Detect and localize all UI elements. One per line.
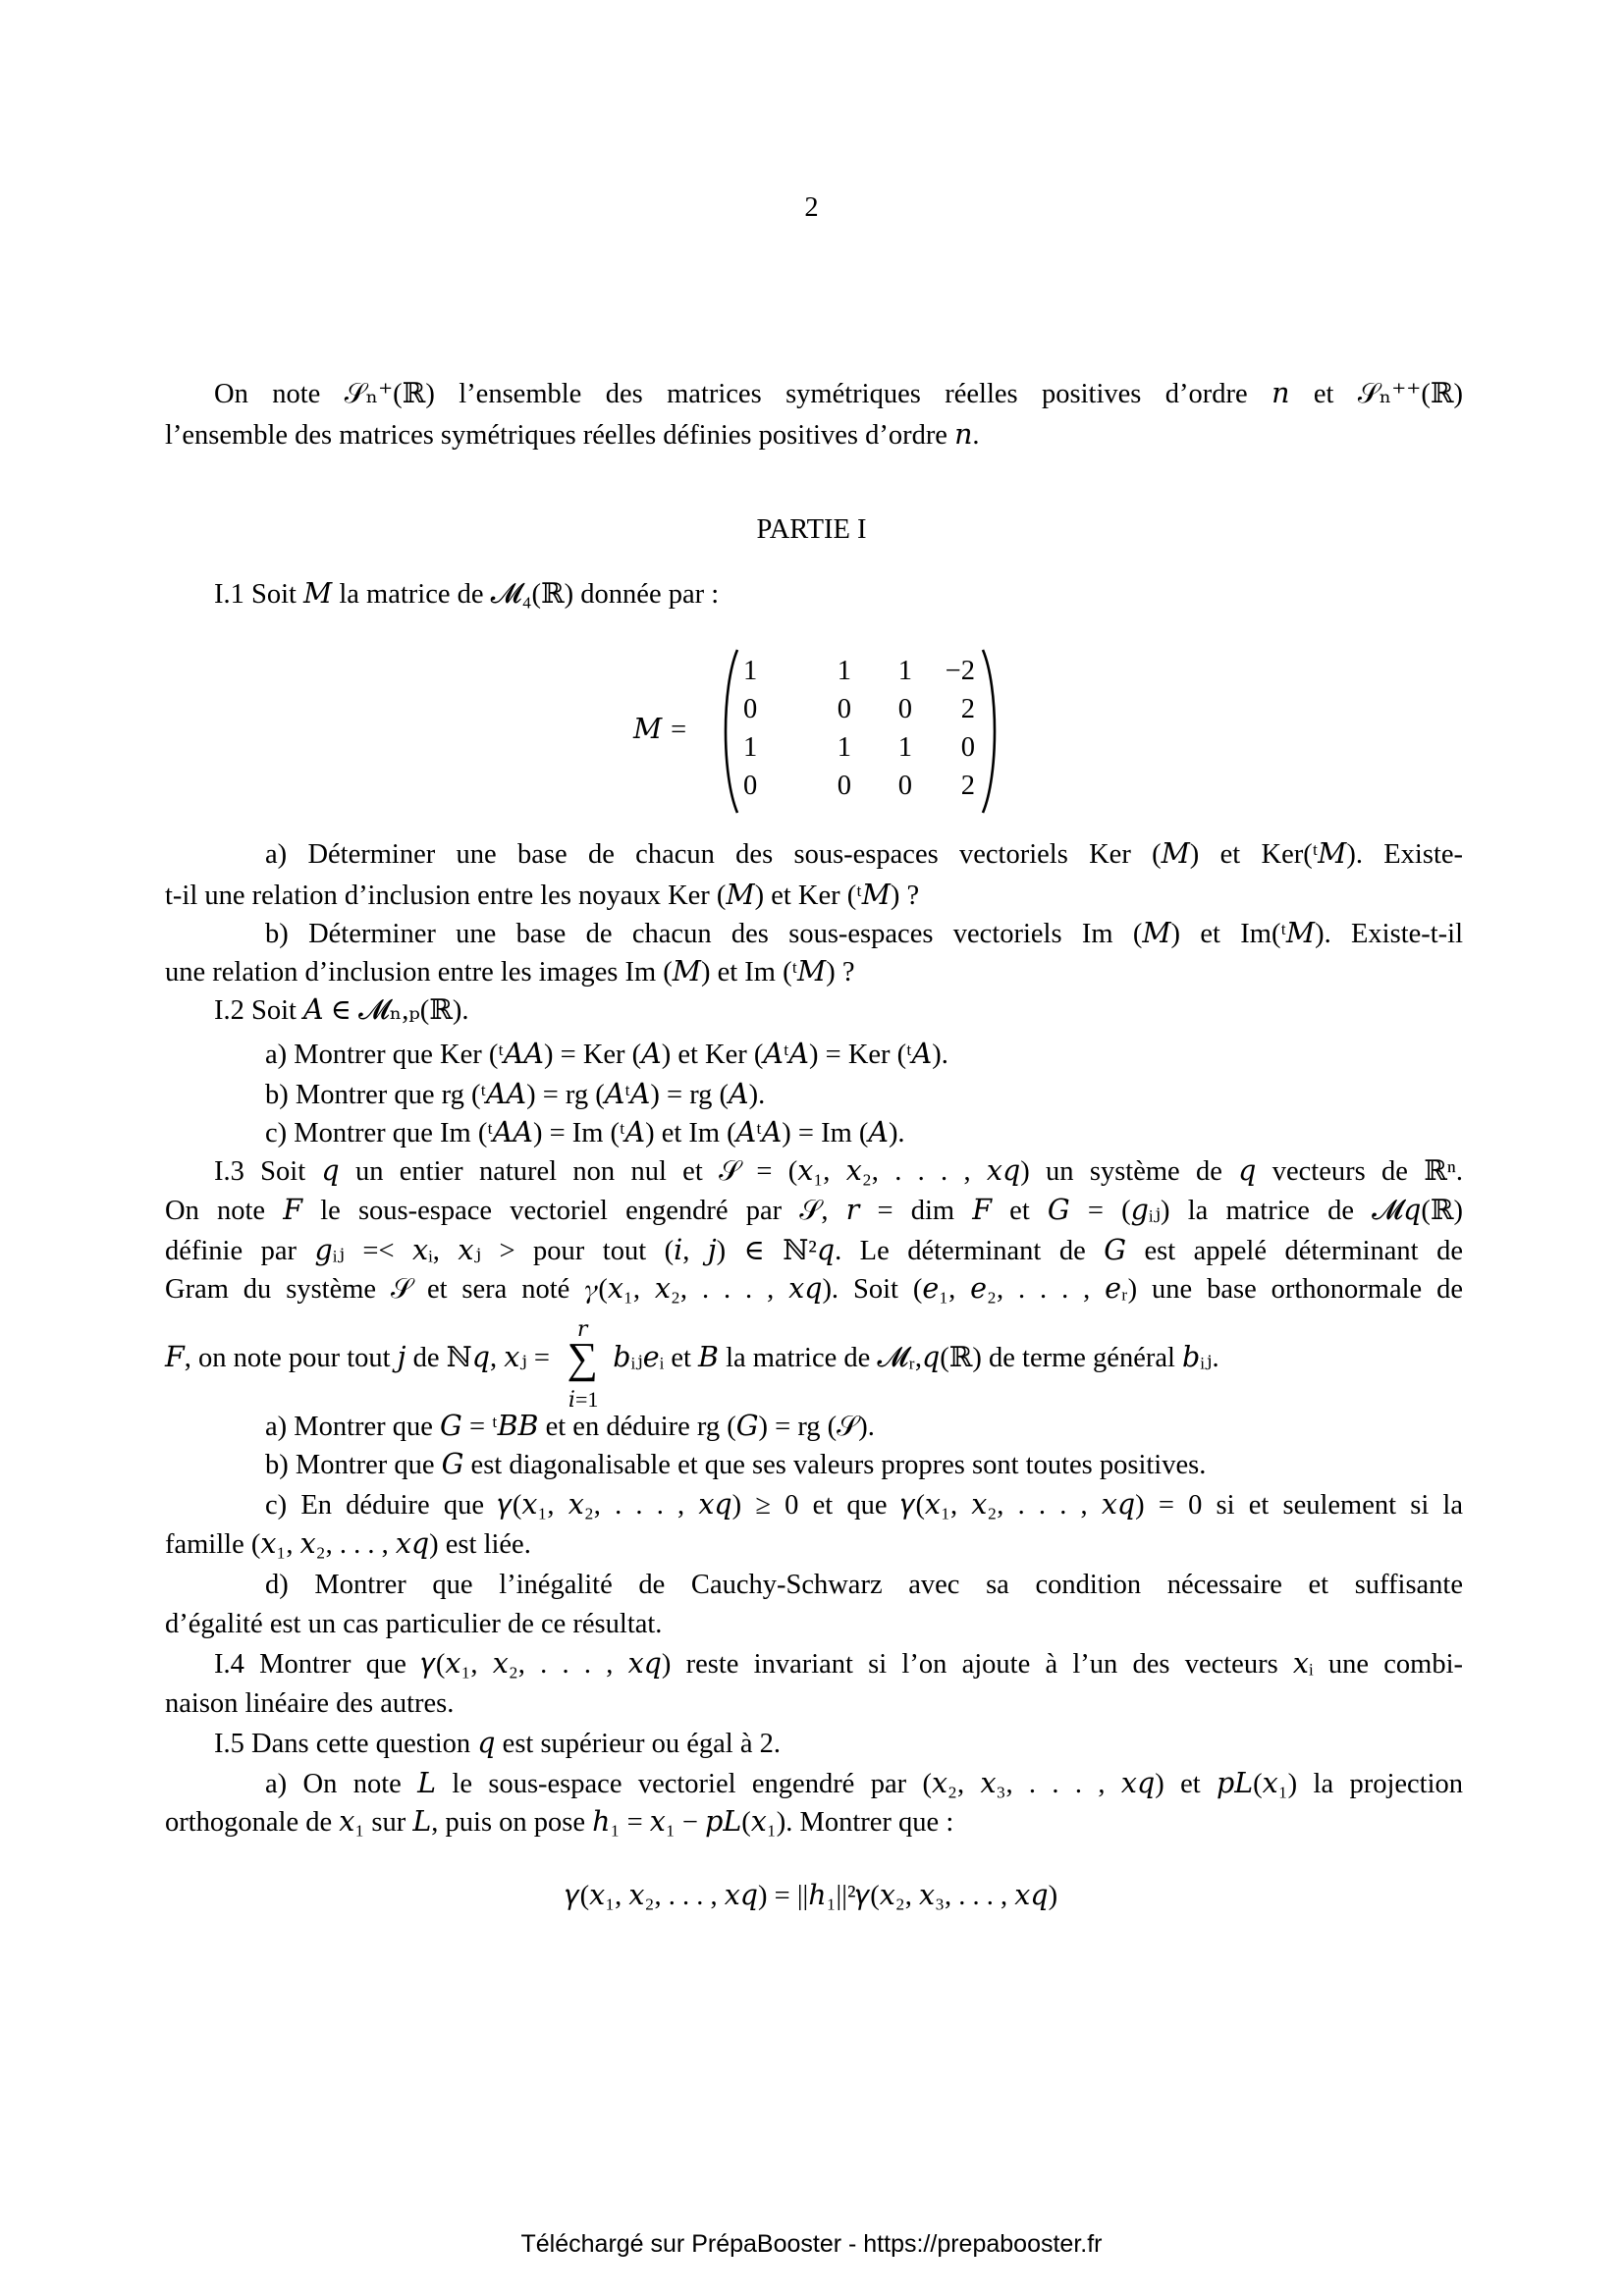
matrix-cell: 1 <box>837 656 851 686</box>
question-3-line-3: définie par 𝑔ᵢⱼ =< 𝑥ᵢ, 𝑥ⱼ > pour tout (𝑖, 𝑗) ∈ ℕ²𝑞. Le déterminant de 𝐺 est appelé déterminant de <box>165 1236 1463 1266</box>
question-5a-line-1: a) On note 𝐿 le sous-espace vectoriel engendré par (𝑥₂, 𝑥₃, . . . , 𝑥𝑞) et 𝑝𝐿(𝑥₁) la projection <box>265 1769 1463 1799</box>
question-1a-line-2: t-il une relation d’inclusion entre les noyaux Ker (𝑀) et Ker (ᵗ𝑀) ? <box>165 881 920 911</box>
sum-line-prefix: 𝐹, on note pour tout 𝑗 de ℕ𝑞, 𝑥ⱼ = <box>165 1343 551 1373</box>
question-5-intro: I.5 Dans cette question 𝑞 est supérieur ou égal à 2. <box>214 1729 781 1759</box>
sum-upper-bound: 𝑟 <box>576 1316 588 1341</box>
matrix-grid <box>743 652 989 805</box>
matrix-m <box>633 648 1006 815</box>
question-3d-line-2: d’égalité est un cas particulier de ce résultat. <box>165 1609 663 1639</box>
question-3c-line-2: famille (𝑥₁, 𝑥₂, . . . , 𝑥𝑞) est liée. <box>165 1529 531 1560</box>
matrix-cell: 0 <box>897 771 912 801</box>
question-2-intro: I.2 Soit 𝐴 ∈ 𝓜ₙ,ₚ(ℝ). <box>214 995 469 1026</box>
matrix-cell: 2 <box>960 771 975 801</box>
question-4-line-1: I.4 Montrer que 𝛾(𝑥₁, 𝑥₂, . . . , 𝑥𝑞) reste invariant si l’on ajoute à l’un des vecteurs 𝑥ᵢ une combi- <box>214 1649 1463 1680</box>
matrix-cell: 1 <box>743 656 758 686</box>
matrix-cell: 0 <box>743 694 758 724</box>
sum-lower-bound: 𝑖=1 <box>568 1387 599 1412</box>
question-3c-line-1: c) En déduire que 𝛾(𝑥₁, 𝑥₂, . . . , 𝑥𝑞) ≥ 0 et que 𝛾(𝑥₁, 𝑥₂, . . . , 𝑥𝑞) = 0 si et seulement si la <box>265 1490 1463 1521</box>
sum-symbol: ∑ <box>567 1334 598 1382</box>
page-number: 2 <box>804 192 819 223</box>
matrix-cell: 2 <box>960 694 975 724</box>
question-2b: b) Montrer que rg (ᵗ𝐴𝐴) = rg (𝐴ᵗ𝐴) = rg (𝐴). <box>265 1080 766 1110</box>
matrix-cell: 1 <box>743 732 758 763</box>
question-1a-line-1: a) Déterminer une base de chacun des sous-espaces vectoriels Ker (𝑀) et Ker(ᵗ𝑀). Existe- <box>265 839 1463 870</box>
question-3b: b) Montrer que 𝐺 est diagonalisable et que ses valeurs propres sont toutes positives. <box>265 1450 1207 1480</box>
matrix-cell: 0 <box>837 694 851 724</box>
intro-line-1: On note 𝒮ₙ⁺(ℝ) l’ensemble des matrices symétriques réelles positives d’ordre 𝑛 et 𝒮ₙ⁺⁺(ℝ) <box>214 379 1463 409</box>
right-parenthesis-icon <box>979 648 1001 815</box>
question-2a: a) Montrer que Ker (ᵗ𝐴𝐴) = Ker (𝐴) et Ker (𝐴ᵗ𝐴) = Ker (ᵗ𝐴). <box>265 1040 948 1070</box>
question-4-line-2: naison linéaire des autres. <box>165 1688 455 1719</box>
intro-line-2: l’ensemble des matrices symétriques réelles définies positives d’ordre 𝑛. <box>165 420 980 451</box>
matrix-cell: 1 <box>837 732 851 763</box>
matrix-cell: 1 <box>897 732 912 763</box>
question-1-intro: I.1 Soit 𝑀 la matrice de 𝓜₄(ℝ) donnée par : <box>214 579 720 610</box>
question-3-line-4: Gram du système 𝒮 et sera noté 𝛾(𝑥₁, 𝑥₂, . . . , 𝑥𝑞). Soit (𝑒₁, 𝑒₂, . . . , 𝑒ᵣ) une base orthonormale de <box>165 1274 1463 1305</box>
matrix-cell: 0 <box>897 694 912 724</box>
summation <box>557 1316 606 1412</box>
question-3-line-2: On note 𝐹 le sous-espace vectoriel engendré par 𝒮, 𝑟 = dim 𝐹 et 𝐺 = (𝑔ᵢⱼ) la matrice de 𝓜𝑞(ℝ) <box>165 1196 1463 1226</box>
section-title: PARTIE I <box>756 514 867 545</box>
matrix-cell: 0 <box>960 732 975 763</box>
sum-line-suffix: 𝑏ᵢⱼ𝑒ᵢ et 𝐵 la matrice de 𝓜ᵣ,𝑞(ℝ) de terme général 𝑏ᵢⱼ. <box>613 1343 1219 1373</box>
question-3-line-1: I.3 Soit 𝑞 un entier naturel non nul et 𝒮 = (𝑥₁, 𝑥₂, . . . , 𝑥𝑞) un système de 𝑞 vecteurs de ℝⁿ. <box>214 1156 1463 1187</box>
left-parenthesis-icon <box>720 648 741 815</box>
matrix-cell: 0 <box>837 771 851 801</box>
question-3a: a) Montrer que 𝐺 = ᵗ𝐵𝐵 et en déduire rg (𝐺) = rg (𝒮). <box>265 1412 875 1442</box>
matrix-label: 𝑀 = <box>633 715 688 745</box>
question-1b-line-1: b) Déterminer une base de chacun des sous-espaces vectoriels Im (𝑀) et Im(ᵗ𝑀). Existe-t-il <box>265 919 1463 949</box>
matrix-cell: 0 <box>743 771 758 801</box>
question-3d-line-1: d) Montrer que l’inégalité de Cauchy-Schwarz avec sa condition nécessaire et suffisante <box>265 1570 1463 1600</box>
matrix-cell: −2 <box>945 656 975 686</box>
matrix-cell: 1 <box>897 656 912 686</box>
download-footer: Téléchargé sur PrépaBooster - https://prepabooster.fr <box>520 2230 1103 2258</box>
question-1b-line-2: une relation d’inclusion entre les images Im (𝑀) et Im (ᵗ𝑀) ? <box>165 957 855 988</box>
question-5a-line-2: orthogonale de 𝑥₁ sur 𝐿, puis on pose ℎ₁ = 𝑥₁ − 𝑝𝐿(𝑥₁). Montrer que : <box>165 1807 954 1838</box>
gram-formula: 𝛾(𝑥₁, 𝑥₂, . . . , 𝑥𝑞) = ||ℎ₁||²𝛾(𝑥₂, 𝑥₃, . . . , 𝑥𝑞) <box>565 1881 1058 1911</box>
question-3-line-5 <box>165 1316 1463 1412</box>
question-2c: c) Montrer que Im (ᵗ𝐴𝐴) = Im (ᵗ𝐴) et Im (𝐴ᵗ𝐴) = Im (𝐴). <box>265 1118 905 1148</box>
